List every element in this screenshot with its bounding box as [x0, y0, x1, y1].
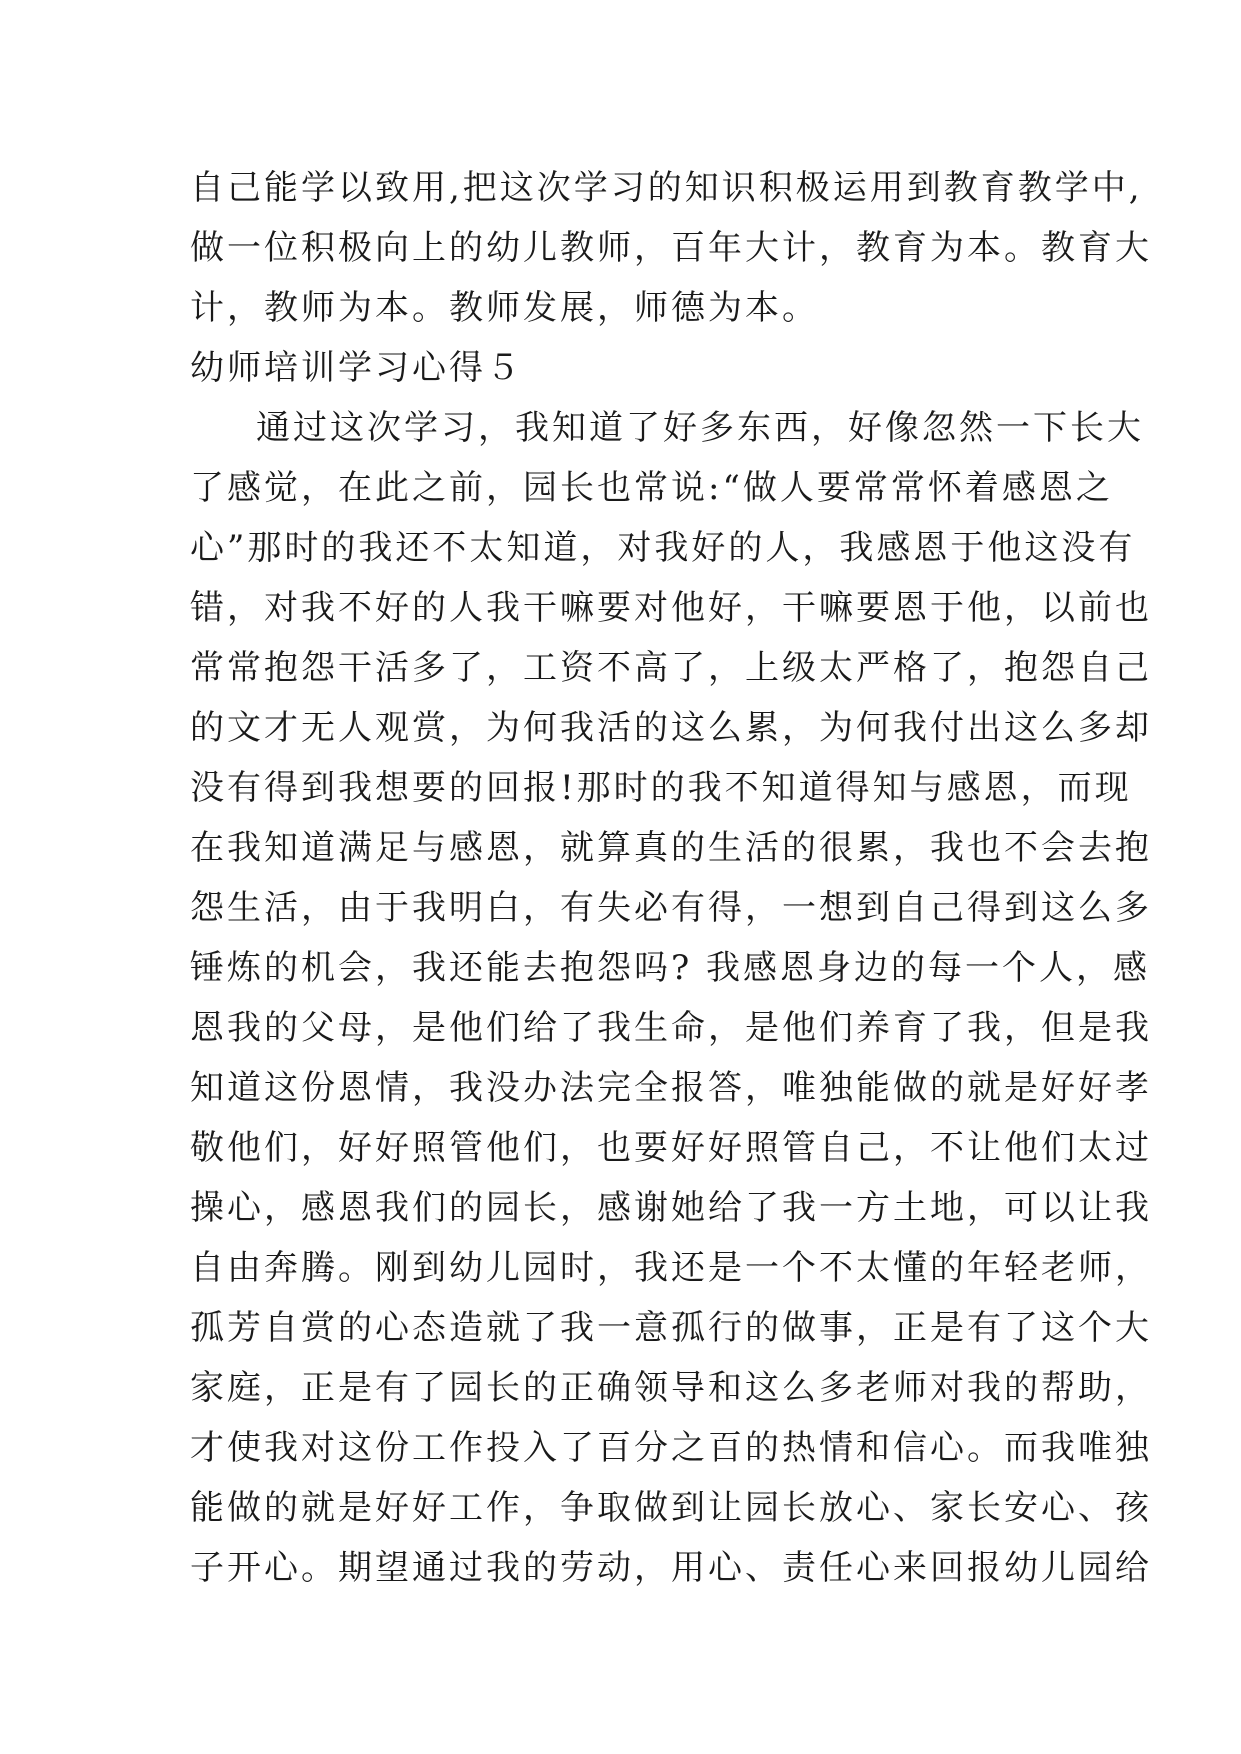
text-line: 心”那时的我还不太知道，对我好的人，我感恩于他这没有 — [190, 528, 1136, 568]
text-line: 没有得到我想要的回报!那时的我不知道得知与感恩，而现 — [190, 768, 1132, 808]
text-line: 家庭，正是有了园长的正确领导和这么多老师对我的帮助， — [190, 1368, 1152, 1408]
text-line: 计，教师为本。教师发展，师德为本。 — [190, 288, 819, 328]
text-line: 常常抱怨干活多了，工资不高了，上级太严格了，抱怨自己 — [190, 648, 1152, 688]
text-line: 能做的就是好好工作，争取做到让园长放心、家长安心、孩 — [190, 1488, 1152, 1528]
text-line: 敬他们，好好照管他们，也要好好照管自己，不让他们太过 — [190, 1128, 1152, 1168]
text-line: 怨生活，由于我明白，有失必有得，一想到自己得到这么多 — [190, 888, 1152, 928]
text-line: 自己能学以致用,把这次学习的知识积极运用到教育教学中, — [190, 168, 1143, 208]
section-heading: 幼师培训学习心得５ — [190, 348, 523, 388]
text-line: 在我知道满足与感恩，就算真的生活的很累，我也不会去抱 — [190, 828, 1152, 868]
text-line: 错，对我不好的人我干嘛要对他好，干嘛要恩于他，以前也 — [190, 588, 1152, 628]
text-line: 了感觉，在此之前，园长也常说:“做人要常常怀着感恩之 — [190, 468, 1113, 508]
text-line: 做一位积极向上的幼儿教师，百年大计，教育为本。教育大 — [190, 228, 1152, 268]
text-line: 操心，感恩我们的园长，感谢她给了我一方土地，可以让我 — [190, 1188, 1152, 1228]
text-line: 知道这份恩情，我没办法完全报答，唯独能做的就是好好孝 — [190, 1068, 1152, 1108]
text-line: 才使我对这份工作投入了百分之百的热情和信心。而我唯独 — [190, 1428, 1152, 1468]
text-line: 孤芳自赏的心态造就了我一意孤行的做事，正是有了这个大 — [190, 1308, 1152, 1348]
text-line: 子开心。期望通过我的劳动，用心、责任心来回报幼儿园给 — [190, 1548, 1152, 1588]
text-line: 锤炼的机会，我还能去抱怨吗? 我感恩身边的每一个人，感 — [190, 948, 1151, 988]
paragraph-first-line: 通过这次学习，我知道了好多东西，好像忽然一下长大 — [256, 408, 1144, 448]
text-line: 恩我的父母，是他们给了我生命，是他们养育了我，但是我 — [190, 1008, 1152, 1048]
text-line: 的文才无人观赏，为何我活的这么累，为何我付出这么多却 — [190, 708, 1152, 748]
text-line: 自由奔腾。刚到幼儿园时，我还是一个不太懂的年轻老师， — [190, 1248, 1152, 1288]
